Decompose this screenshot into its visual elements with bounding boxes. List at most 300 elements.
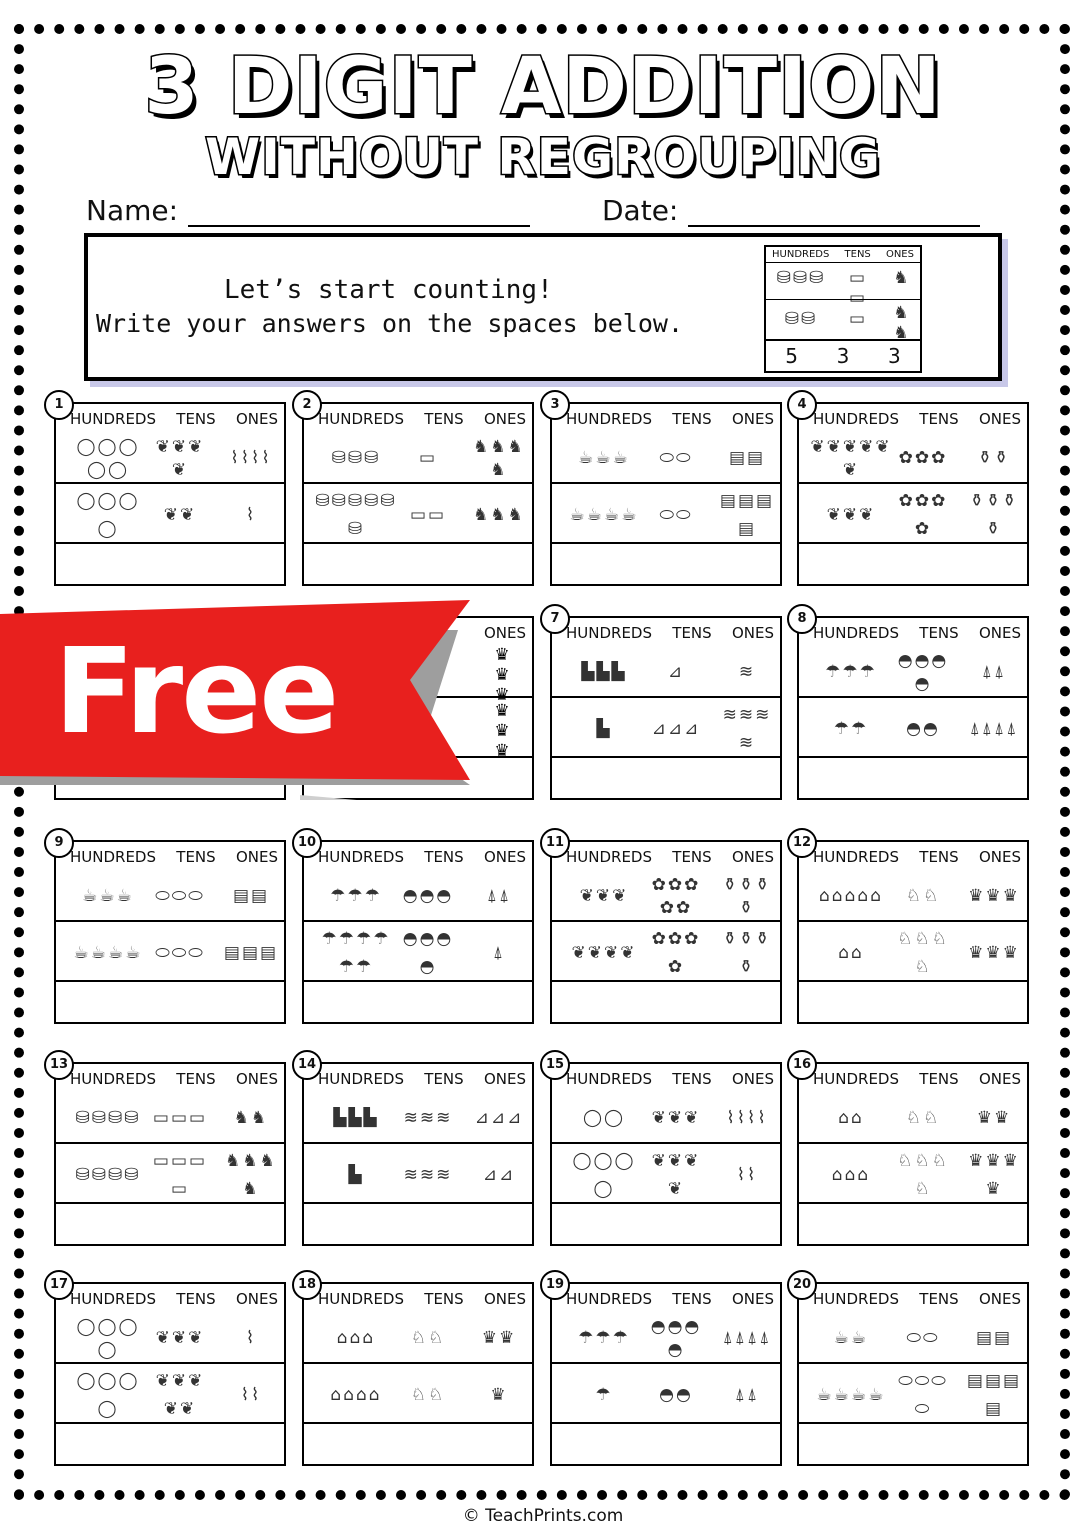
problem-number: 7 bbox=[540, 604, 570, 634]
watering-can-icon: ⚱ bbox=[755, 874, 770, 895]
raincoat-icon: ⍋ bbox=[492, 943, 504, 963]
cat-icon: ♛ bbox=[994, 1108, 1010, 1128]
problem-card bbox=[545, 1057, 782, 1246]
dog-icon: ♘ bbox=[428, 1385, 444, 1405]
apple-icon: ◯ bbox=[97, 1399, 117, 1419]
problem-card bbox=[49, 1277, 286, 1466]
answer-box[interactable] bbox=[552, 980, 780, 1022]
instructions-line1: Let’s start counting! bbox=[224, 275, 553, 305]
cat-icon: ♛ bbox=[985, 886, 1001, 906]
addend-bottom-row bbox=[304, 920, 532, 982]
sneaker-icon: ≋ bbox=[755, 705, 770, 725]
tens-header: TENS bbox=[672, 410, 712, 428]
problem-number: 19 bbox=[540, 1270, 570, 1300]
mug-icon: ☕ bbox=[604, 505, 620, 525]
date-line[interactable] bbox=[688, 199, 980, 227]
raincoat-icon: ⍋ bbox=[759, 1328, 770, 1348]
answer-box[interactable] bbox=[799, 542, 1027, 584]
problem-number: 13 bbox=[44, 1050, 74, 1080]
ones-header: ONES bbox=[731, 1070, 774, 1088]
flower-icon: ✿ bbox=[898, 491, 913, 511]
mug-icon: ☕ bbox=[868, 1385, 884, 1405]
ones-header: ONES bbox=[978, 1070, 1021, 1088]
boot-icon: ▙ bbox=[611, 662, 625, 682]
duck-icon: ♞ bbox=[473, 505, 489, 525]
apple-icon: ◯ bbox=[118, 1316, 138, 1337]
ones-header: ONES bbox=[483, 624, 526, 642]
answer-box[interactable] bbox=[56, 980, 284, 1022]
page-subtitle: WITHOUT REGROUPING bbox=[205, 128, 881, 186]
house-icon: ⌂ bbox=[336, 1328, 348, 1348]
free-banner-text: Free bbox=[54, 622, 338, 760]
addend-bottom-row bbox=[56, 1362, 284, 1424]
shoe-icon: ⊿ bbox=[482, 1165, 497, 1185]
house-icon: ⌂ bbox=[362, 1328, 374, 1348]
cap-icon: ◓ bbox=[650, 1316, 666, 1337]
bucket-icon: ⛁ bbox=[380, 491, 395, 511]
dog-icon: ♘ bbox=[905, 1108, 921, 1128]
umbrella-icon: ☂ bbox=[833, 719, 849, 739]
addend-top-row bbox=[304, 432, 532, 482]
sneaker-icon: ≋ bbox=[419, 1165, 435, 1185]
flower-icon: ✿ bbox=[914, 519, 930, 539]
cat-icon: ♛ bbox=[494, 685, 510, 705]
answer-box[interactable] bbox=[552, 756, 780, 798]
boot-icon: ▙ bbox=[596, 719, 610, 739]
apple-icon: ◯ bbox=[118, 491, 138, 511]
raincoat-icon: ⍋ bbox=[747, 1385, 758, 1405]
leaf-icon: ❦ bbox=[842, 459, 858, 480]
shoe-icon: ⊿ bbox=[651, 719, 666, 739]
tens-header: TENS bbox=[919, 848, 959, 866]
cat-icon: ♛ bbox=[968, 943, 984, 963]
house-icon: ⌂ bbox=[857, 1165, 869, 1185]
dog-icon: ♘ bbox=[923, 886, 939, 906]
column-headers bbox=[70, 848, 278, 866]
umbrella-icon: ☂ bbox=[612, 1328, 628, 1348]
umbrella-icon: ☂ bbox=[851, 719, 867, 739]
addend-bottom-row bbox=[799, 696, 1027, 758]
answer-box[interactable] bbox=[552, 542, 780, 584]
tens-header: TENS bbox=[919, 410, 959, 428]
cat-icon: ♛ bbox=[976, 1108, 992, 1128]
cat-icon: ♛ bbox=[494, 741, 510, 761]
house-icon: ⌂ bbox=[838, 1108, 849, 1128]
dog-icon: ♘ bbox=[428, 1328, 444, 1348]
problem-card bbox=[297, 1277, 534, 1466]
cat-icon: ♛ bbox=[494, 701, 510, 721]
shoe-icon: ⊿ bbox=[684, 719, 699, 739]
mug-icon: ☕ bbox=[116, 886, 132, 906]
column-headers bbox=[70, 1290, 278, 1308]
tens-header: TENS bbox=[672, 848, 712, 866]
cap-icon: ◓ bbox=[402, 886, 418, 906]
flower-icon: ✿ bbox=[684, 929, 699, 949]
tens-header: TENS bbox=[176, 410, 216, 428]
boot-icon: ▙ bbox=[363, 1108, 377, 1128]
addend-bottom-row bbox=[56, 1142, 284, 1204]
jar-icon: ▤ bbox=[241, 943, 259, 963]
soap-icon: ▭ bbox=[409, 505, 426, 525]
cat-icon: ♛ bbox=[985, 943, 1001, 963]
problem-card bbox=[797, 611, 1029, 800]
problem-number: 18 bbox=[292, 1270, 322, 1300]
footer-copyright: © TeachPrints.com bbox=[462, 1506, 624, 1526]
pin-icon: ⌇ bbox=[726, 1108, 735, 1128]
duck-icon: ♞ bbox=[242, 1179, 258, 1199]
problem-number: 9 bbox=[44, 828, 74, 858]
bread-icon: ⬭ bbox=[923, 1328, 938, 1348]
tens-header: TENS bbox=[424, 1070, 464, 1088]
leaf-icon: ❦ bbox=[595, 886, 611, 906]
answer-box[interactable] bbox=[799, 980, 1027, 1022]
umbrella-icon: ☂ bbox=[595, 1385, 611, 1405]
watering-can-icon: ⚱ bbox=[738, 929, 754, 949]
bucket-icon: ⛁ bbox=[347, 519, 363, 539]
umbrella-icon: ☂ bbox=[859, 662, 875, 682]
bucket-icon: ⛁ bbox=[91, 1108, 106, 1128]
raincoat-icon: ⍋ bbox=[981, 719, 992, 739]
bucket-icon: ⛁ bbox=[809, 268, 824, 288]
bucket-icon: ⛁ bbox=[364, 491, 379, 511]
bucket-icon: ⛁ bbox=[108, 1165, 123, 1185]
house-icon: ⌂ bbox=[831, 1165, 843, 1185]
name-field[interactable] bbox=[86, 194, 530, 227]
answer-box[interactable] bbox=[56, 542, 284, 584]
dog-icon: ♘ bbox=[410, 1328, 426, 1348]
problem-number: 2 bbox=[292, 390, 322, 420]
cat-icon: ♛ bbox=[481, 1328, 497, 1348]
sneaker-icon: ≋ bbox=[403, 1108, 418, 1128]
leaf-icon: ❦ bbox=[163, 1399, 178, 1419]
leaf-icon: ❦ bbox=[579, 886, 594, 906]
leaf-icon: ❦ bbox=[826, 436, 841, 457]
addend-bottom-row bbox=[56, 482, 284, 544]
dog-icon: ♘ bbox=[914, 1151, 930, 1171]
column-headers bbox=[566, 1070, 774, 1088]
duck-icon: ♞ bbox=[473, 436, 489, 457]
leaf-icon: ❦ bbox=[155, 436, 170, 457]
column-headers bbox=[318, 848, 526, 866]
problem-number: 1 bbox=[44, 390, 74, 420]
cap-icon: ◓ bbox=[897, 650, 913, 671]
addend-bottom-row bbox=[56, 920, 284, 982]
pin-icon: ⌇ bbox=[736, 1108, 745, 1128]
column-headers bbox=[813, 624, 1021, 642]
instructions-box bbox=[84, 233, 1002, 381]
bucket-icon: ⛁ bbox=[801, 309, 816, 329]
column-headers bbox=[566, 848, 774, 866]
problem-card bbox=[297, 835, 534, 1024]
column-headers bbox=[318, 410, 526, 428]
problem-number: 16 bbox=[787, 1050, 817, 1080]
raincoat-icon: ⍋ bbox=[994, 662, 1005, 682]
problem-card bbox=[545, 835, 782, 1024]
leaf-icon: ❦ bbox=[859, 436, 874, 457]
mug-icon: ☕ bbox=[99, 886, 115, 906]
bucket-icon: ⛁ bbox=[331, 448, 346, 468]
leaf-icon: ❦ bbox=[810, 436, 825, 457]
column-headers bbox=[318, 1070, 526, 1088]
column-headers bbox=[813, 848, 1021, 866]
addend-top-row bbox=[552, 1312, 780, 1362]
cat-icon: ♛ bbox=[968, 1151, 984, 1171]
bucket-icon: ⛁ bbox=[91, 1165, 106, 1185]
bucket-icon: ⛁ bbox=[784, 309, 799, 329]
dog-icon: ♘ bbox=[905, 886, 921, 906]
leaf-icon: ❦ bbox=[667, 1108, 683, 1128]
duck-icon: ♞ bbox=[242, 1151, 258, 1171]
pin-icon: ⌇ bbox=[747, 1108, 756, 1128]
jar-icon: ▤ bbox=[994, 1328, 1011, 1348]
problem-number: 14 bbox=[292, 1050, 322, 1080]
mug-icon: ☕ bbox=[595, 448, 611, 468]
dog-icon: ♘ bbox=[914, 1179, 930, 1199]
pin-icon: ⌇ bbox=[240, 448, 249, 468]
ones-header: ONES bbox=[483, 1290, 526, 1308]
boot-icon: ▙ bbox=[348, 1108, 362, 1128]
apple-icon: ◯ bbox=[76, 436, 96, 457]
flower-icon: ✿ bbox=[667, 874, 683, 895]
leaf-icon: ❦ bbox=[171, 1371, 187, 1391]
cap-icon: ◓ bbox=[436, 929, 452, 949]
watering-can-icon: ⚱ bbox=[985, 519, 1001, 539]
addend-top-row bbox=[304, 870, 532, 920]
hundreds-header: HUNDREDS bbox=[566, 1070, 653, 1088]
answer-box[interactable] bbox=[552, 1202, 780, 1244]
leaf-icon: ❦ bbox=[684, 1151, 699, 1171]
shoe-icon: ⊿ bbox=[667, 662, 683, 682]
house-icon: ⌂ bbox=[368, 1385, 380, 1405]
soap-icon: ▭ bbox=[848, 288, 866, 308]
addend-bottom-row bbox=[799, 482, 1027, 544]
leaf-icon: ❦ bbox=[188, 436, 203, 457]
soap-icon: ▭ bbox=[428, 505, 445, 525]
ones-header: ONES bbox=[978, 410, 1021, 428]
example-table bbox=[764, 245, 922, 373]
answer-box[interactable] bbox=[799, 756, 1027, 798]
answer-box[interactable] bbox=[799, 1202, 1027, 1244]
date-label: Date: bbox=[602, 194, 679, 227]
name-label: Name: bbox=[86, 194, 179, 227]
answer-box[interactable] bbox=[799, 1422, 1027, 1464]
apple-icon: ◯ bbox=[118, 436, 138, 457]
example-tens-header: TENS bbox=[844, 249, 871, 260]
tens-header: TENS bbox=[919, 624, 959, 642]
duck-icon: ♞ bbox=[233, 1108, 249, 1128]
addend-bottom-row bbox=[304, 1362, 532, 1424]
answer-box[interactable] bbox=[552, 1422, 780, 1464]
mug-icon: ☕ bbox=[586, 505, 602, 525]
dog-icon: ♘ bbox=[914, 929, 930, 949]
umbrella-icon: ☂ bbox=[321, 929, 337, 949]
pin-icon: ⌇ bbox=[261, 448, 270, 468]
leaf-icon: ❦ bbox=[859, 505, 874, 525]
bucket-icon: ⛁ bbox=[776, 268, 791, 288]
pin-icon: ⌇ bbox=[251, 448, 260, 468]
addend-top-row bbox=[552, 646, 780, 696]
cap-icon: ◓ bbox=[419, 929, 435, 949]
umbrella-icon: ☂ bbox=[330, 886, 346, 906]
addend-bottom-row bbox=[552, 920, 780, 982]
example-answer-ones: 3 bbox=[887, 344, 901, 368]
bread-icon: ⬭ bbox=[906, 1328, 921, 1348]
example-ones-header: ONES bbox=[885, 249, 914, 260]
addend-bottom-row bbox=[304, 482, 532, 544]
duck-icon: ♞ bbox=[490, 505, 506, 525]
answer-box[interactable] bbox=[56, 1422, 284, 1464]
soap-icon: ▭ bbox=[170, 1179, 188, 1199]
watering-can-icon: ⚱ bbox=[985, 491, 1001, 511]
cat-icon: ♛ bbox=[1002, 943, 1018, 963]
tens-header: TENS bbox=[176, 1070, 216, 1088]
cap-icon: ◓ bbox=[676, 1385, 691, 1405]
leaf-icon: ❦ bbox=[171, 436, 187, 457]
house-icon: ⌂ bbox=[870, 886, 881, 906]
hundreds-header: HUNDREDS bbox=[813, 848, 900, 866]
pin-icon: ⌇ bbox=[245, 505, 255, 525]
duck-icon: ♞ bbox=[893, 268, 909, 288]
apple-icon: ◯ bbox=[593, 1179, 613, 1199]
bucket-icon: ⛁ bbox=[347, 448, 363, 468]
addend-top-row bbox=[799, 1312, 1027, 1362]
column-headers bbox=[813, 1070, 1021, 1088]
cap-icon: ◓ bbox=[684, 1316, 700, 1337]
answer-box[interactable] bbox=[304, 980, 532, 1022]
problem-number: 3 bbox=[540, 390, 570, 420]
jar-icon: ▤ bbox=[1003, 1371, 1020, 1391]
mug-icon: ☕ bbox=[90, 943, 106, 963]
column-headers bbox=[813, 1290, 1021, 1308]
dog-icon: ♘ bbox=[914, 957, 930, 977]
house-icon: ⌂ bbox=[838, 943, 849, 963]
duck-icon: ♞ bbox=[490, 436, 506, 457]
bread-icon: ⬭ bbox=[171, 943, 187, 963]
flower-icon: ✿ bbox=[659, 897, 674, 918]
addend-top-row bbox=[799, 432, 1027, 482]
hundreds-header: HUNDREDS bbox=[566, 1290, 653, 1308]
cap-icon: ◓ bbox=[436, 886, 452, 906]
soap-icon: ▭ bbox=[170, 1151, 188, 1171]
hundreds-header: HUNDREDS bbox=[318, 1290, 405, 1308]
soap-icon: ▭ bbox=[418, 448, 436, 468]
apple-icon: ◯ bbox=[604, 1108, 624, 1128]
tens-header: TENS bbox=[919, 1070, 959, 1088]
example-answer-hundreds: 5 bbox=[785, 344, 799, 368]
bucket-icon: ⛁ bbox=[315, 491, 330, 511]
cap-icon: ◓ bbox=[419, 886, 435, 906]
house-icon: ⌂ bbox=[844, 1165, 856, 1185]
problem-card bbox=[54, 397, 286, 586]
raincoat-icon: ⍋ bbox=[994, 719, 1005, 739]
ones-header: ONES bbox=[978, 624, 1021, 642]
duck-icon: ♞ bbox=[225, 1151, 241, 1171]
name-line[interactable] bbox=[188, 199, 530, 227]
duck-icon: ♞ bbox=[259, 1151, 275, 1171]
leaf-icon: ❦ bbox=[188, 1371, 203, 1391]
addend-top-row bbox=[552, 432, 780, 482]
umbrella-icon: ☂ bbox=[347, 886, 363, 906]
addend-top-row bbox=[552, 870, 780, 920]
house-icon: ⌂ bbox=[343, 1385, 354, 1405]
addend-top-row bbox=[56, 432, 284, 482]
umbrella-icon: ☂ bbox=[595, 1328, 611, 1348]
hundreds-header: HUNDREDS bbox=[813, 1070, 900, 1088]
problem-card bbox=[550, 397, 782, 586]
mug-icon: ☕ bbox=[569, 505, 585, 525]
cat-icon: ♛ bbox=[985, 1179, 1001, 1199]
leaf-icon: ❦ bbox=[587, 943, 602, 963]
apple-icon: ◯ bbox=[582, 1108, 602, 1128]
ones-header: ONES bbox=[483, 410, 526, 428]
pin-icon: ⌇ bbox=[757, 1108, 766, 1128]
pin-icon: ⌇ bbox=[240, 1385, 249, 1405]
house-icon: ⌂ bbox=[851, 943, 862, 963]
raincoat-icon: ⍋ bbox=[499, 886, 510, 906]
pin-icon: ⌇ bbox=[245, 1328, 255, 1348]
date-field[interactable] bbox=[602, 194, 980, 227]
cap-icon: ◓ bbox=[419, 957, 435, 977]
leaf-icon: ❦ bbox=[684, 1108, 699, 1128]
hundreds-header: HUNDREDS bbox=[70, 848, 157, 866]
answer-box[interactable] bbox=[304, 1422, 532, 1464]
hundreds-header: HUNDREDS bbox=[70, 1290, 157, 1308]
cat-icon: ♛ bbox=[1002, 886, 1018, 906]
tens-header: TENS bbox=[176, 848, 216, 866]
boot-icon: ▙ bbox=[581, 662, 595, 682]
watering-can-icon: ⚱ bbox=[722, 874, 737, 895]
bread-icon: ⬭ bbox=[898, 1371, 913, 1391]
example-row-top bbox=[766, 262, 920, 308]
leaf-icon: ❦ bbox=[667, 1179, 683, 1199]
problem-card bbox=[302, 397, 534, 586]
sneaker-icon: ≋ bbox=[738, 705, 754, 725]
addend-bottom-row bbox=[799, 920, 1027, 982]
tens-header: TENS bbox=[176, 1290, 216, 1308]
flower-icon: ✿ bbox=[931, 491, 946, 511]
umbrella-icon: ☂ bbox=[364, 886, 380, 906]
apple-icon: ◯ bbox=[97, 1339, 117, 1360]
boot-icon: ▙ bbox=[596, 662, 610, 682]
leaf-icon: ❦ bbox=[667, 1151, 683, 1171]
addend-bottom-row bbox=[552, 1362, 780, 1424]
cap-icon: ◓ bbox=[402, 929, 418, 949]
answer-box[interactable] bbox=[304, 542, 532, 584]
answer-box[interactable] bbox=[56, 1202, 284, 1244]
house-icon: ⌂ bbox=[330, 1385, 342, 1405]
flower-icon: ✿ bbox=[676, 897, 691, 918]
watering-can-icon: ⚱ bbox=[738, 874, 754, 895]
addend-top-row bbox=[799, 646, 1027, 696]
flower-icon: ✿ bbox=[684, 874, 699, 895]
pin-icon: ⌇ bbox=[230, 448, 239, 468]
cap-icon: ◓ bbox=[914, 673, 930, 694]
flower-icon: ✿ bbox=[651, 929, 666, 949]
bucket-icon: ⛁ bbox=[124, 1108, 139, 1128]
problem-number: 4 bbox=[787, 390, 817, 420]
problem-card bbox=[797, 397, 1029, 586]
cat-icon: ♛ bbox=[499, 1328, 515, 1348]
raincoat-icon: ⍋ bbox=[734, 1328, 745, 1348]
mug-icon: ☕ bbox=[578, 448, 594, 468]
watering-can-icon: ⚱ bbox=[738, 957, 754, 977]
leaf-icon: ❦ bbox=[180, 505, 195, 525]
apple-icon: ◯ bbox=[86, 459, 106, 480]
tens-header: TENS bbox=[424, 410, 464, 428]
answer-box[interactable] bbox=[304, 1202, 532, 1244]
leaf-icon: ❦ bbox=[842, 436, 858, 457]
leaf-icon: ❦ bbox=[171, 1328, 187, 1348]
